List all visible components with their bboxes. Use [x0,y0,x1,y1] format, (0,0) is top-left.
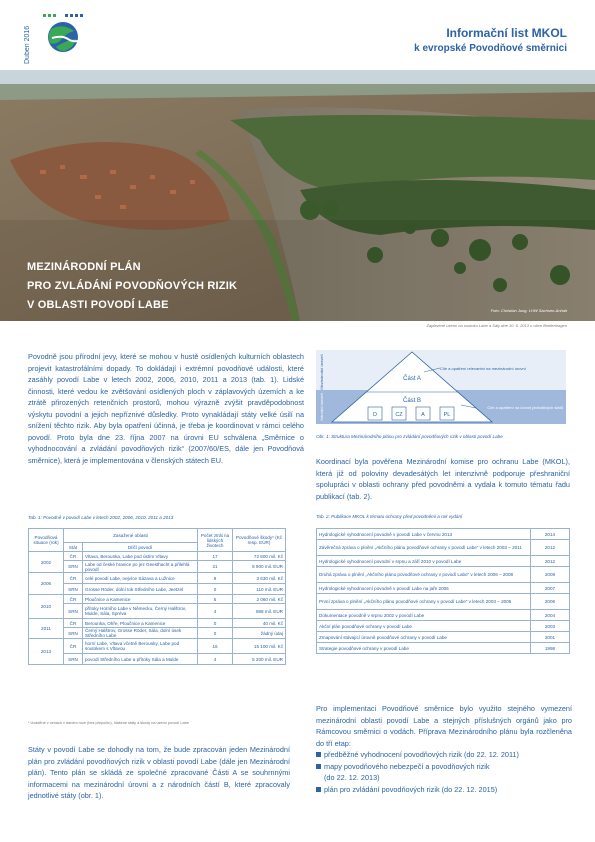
document-title: Informační list MKOL [446,26,567,40]
stage-1-item: předběžné vyhodnocení povodňových rizik (do 22. 12. 2011) [316,749,572,761]
subbasin-cell: Labe od české hranice po jez Geesthacht a přilehlá povodí [83,561,198,573]
header-situation: Povodňová situace (rok) [29,529,64,552]
flood-year: 2002 [29,552,64,573]
diagram-state-1: D [373,412,377,418]
diagram-level-nat: Národní úroveň [319,393,324,421]
diagram-note-b: Cíle a opatření na úrovni jednotlivých států [487,405,563,410]
damage-cell: 8 900 mil. EUR [233,561,286,573]
publication-year: 2014 [531,529,570,540]
table2-caption: Tab. 2: Publikace MKOL k tématu ochrany před povodněmi a rok vydání [316,514,463,519]
deaths-cell: 17 [198,552,233,561]
stage-2-deadline: (do 22. 12. 2013) [324,773,380,782]
damage-cell: 72 600 mil. Kč [233,552,286,561]
state-cell: ČR [64,595,83,604]
state-cell: SRN [64,628,83,639]
publication-year: 1998 [531,643,570,654]
hero-title-line-3: V OBLASTI POVODÍ LABE [27,299,169,311]
table-row [29,654,286,665]
state-cell: SRN [64,584,83,595]
hero-title-line-1: MEZINÁRODNÍ PLÁN [27,261,141,273]
flood-year: 2011 [29,619,64,639]
header-subbasin: Dílčí povodí [83,543,198,552]
table-row [317,643,570,654]
publication-title: Strategie povodňové ochrany v povodí Labe [317,643,531,654]
table-row [317,529,570,540]
table-row [317,567,570,583]
hero-title-line-2: PRO ZVLÁDÁNÍ POVODŇOVÝCH RIZIK [27,280,238,292]
table-row [317,540,570,556]
table-row [29,552,286,561]
table-row [317,621,570,632]
diagram-part-b: Část B [402,398,422,404]
deaths-cell: 5 [198,595,233,604]
deaths-cell: 0 [198,619,233,628]
table-row [29,604,286,619]
header-damage: Povodňové škody* (Kč resp. EUR) [233,529,286,552]
publication-year: 2012 [531,556,570,567]
state-cell: ČR [64,619,83,628]
implementation-section [316,703,572,795]
table-row [29,619,286,628]
publication-title: Hydrologické vyhodnocení povodně v povodí Labe v červnu 2013 [317,529,531,540]
table-row [29,561,286,573]
table1-note: * Uváděné v cenách v daném roce (bez přepočtu), hlášené státy a škody na území povodí Labe [28,721,189,725]
publication-year: 2009 [531,567,570,583]
subbasin-cell: Grosse Röder, dolní tok Středního Labe, Jeetzel [83,584,198,595]
hero-title [27,258,237,315]
table1-caption: Tab. 1: Povodně v povodí Labe v letech 2002, 2006, 2010, 2011 a 2013 [28,515,174,520]
header-affected: Zasažené oblasti [64,529,198,543]
publication-title: Dokumentace povodně v srpnu 2002 v povodí Labe [317,610,531,621]
deaths-cell: 0 [198,584,233,595]
damage-cell: 5 200 mil. EUR [233,654,286,665]
deaths-cell: 16 [198,639,233,654]
publication-title: První zpráva o plnění „Akčního plánu povodňové ochrany v povodí Labe“ v letech 2003 – 2005 [317,594,531,610]
header-deaths: Počet ztrát na lidských životech [198,529,233,552]
deaths-cell: 4 [198,604,233,619]
subbasin-cell: Vltava, Berounka, Labe pod ústím Vltavy [83,552,198,561]
state-cell: ČR [64,573,83,584]
publications-table [316,528,570,654]
subbasin-cell: horní Labe, Vltava včetně Berounky, Labe pod soutokem s Vltavou [83,639,198,654]
deaths-cell: 9 [198,573,233,584]
damage-cell: 868 mil. EUR [233,604,286,619]
state-cell: ČR [64,639,83,654]
plan-structure-paragraph: Státy v povodí Labe se dohodly na tom, že bude zpracován jeden Mezinárodní plán pro zvládání povodňových rizik v oblasti povodí Labe (dále jen Mezinárodní plán). Tento plán se skládá ze společné zpracované Části A se souhrnnými informacemi na mezinárodní úrovni a z národních částí B, které zpracovaly jednotlivé státy (obr. 1). [28,745,290,800]
publication-year: 2012 [531,540,570,556]
damage-cell: 2 060 mil. Kč [233,595,286,604]
deaths-cell: 21 [198,561,233,573]
damage-cell: 110 mil. EUR [233,584,286,595]
table-row [317,594,570,610]
table-row [317,556,570,567]
publication-title: Závěrečná zpráva o plnění „Akčního plánu povodňové ochrany v povodí Labe“ v letech 2003 – 2011 [317,540,531,556]
publication-title: Akční plán povodňové ochrany v povodí Labe [317,621,531,632]
flood-year: 2006 [29,573,64,595]
deaths-cell: 0 [198,628,233,639]
damage-cell: 40 mil. Kč [233,619,286,628]
diagram-level-int: Mezinárodní úroveň [319,354,324,390]
stage-3-item: plán pro zvládání povodňových rizik (do 22. 12. 2015) [316,784,572,796]
table-row [29,628,286,639]
implementation-paragraph: Pro implementaci Povodňové směrnice bylo využito stejného vymezení mezinárodní oblasti povodí Labe a stejných příslušných orgánů jako pro Rámcovou směrnici o vodách. Příprava Mezinárodního plánu byla rozčleněna do tří etap: [316,704,572,748]
plan-structure-diagram [316,350,566,430]
deaths-cell: 4 [198,654,233,665]
state-cell: ČR [64,552,83,561]
publication-title: Hydrologické vyhodnocení povodní v srpnu a září 2010 v povodí Labe [317,556,531,567]
publication-year: 2003 [531,621,570,632]
diagram-state-3: A [421,412,425,418]
coordination-paragraph: Koordinací byla pověřena Mezinárodní komise pro ochranu Labe (MKOL), která již od poloviny devadesátých let intenzivně podporuje přeshraniční spolupráci v oblasti ochrany před povodněmi a vydala k tomuto tématu řadu publikací (tab. 2). [316,457,570,501]
diagram-state-4: PL [443,412,451,418]
diagram-part-a: Část A [403,376,421,382]
damage-cell: 15 100 mil. Kč [233,639,286,654]
subbasin-cell: povodí Středního Labe a přítoky Sála a Mulde [83,654,198,665]
diagram-caption: Obr. 1: Struktura Mezinárodního plánu pro zvládání povodňových rizik v oblasti povodí Labe [316,434,503,439]
publication-title: Zmapování stávající úrovně povodňové ochrany v povodí Labe [317,632,531,643]
diagram-state-2: CZ [395,412,403,418]
subbasin-cell: přítoky Horního Labe v Německu, Černý Halštrov, Mulde, Sála, Spréva [83,604,198,619]
issue-date: Duben 2016 [24,25,31,64]
table-row [29,584,286,595]
flood-year: 2013 [29,639,64,665]
publication-year: 2007 [531,583,570,594]
table-row [29,573,286,584]
floods-table [28,528,286,665]
document-subtitle: k evropské Povodňové směrnici [414,43,567,54]
table-row [317,583,570,594]
subbasin-cell: Ploučnice a Kamenice [83,595,198,604]
subbasin-cell: celé povodí Labe, nejvíce Sázava a Lužnice [83,573,198,584]
header-state: Stát [64,543,83,552]
state-cell: SRN [64,604,83,619]
publication-title: Druhá zpráva o plnění „Akčního plánu povodňové ochrany v povodí Labe“ v letech 2006 – 2008 [317,567,531,583]
table-row [317,610,570,621]
subbasin-cell: Berounka, Ohře, Ploučnice a Kamenice [83,619,198,628]
publication-title: Hydrologické vyhodnocení povodně v povodí Labe na jaře 2006 [317,583,531,594]
intro-paragraph: Povodně jsou přírodní jevy, které se mohou v hustě osídlených kulturních oblastech projevit katastrofálními dopady. To dokládají i extrémní povodňové události, které zasáhly povodí Labe v letech 2002, 2006, 2010, 2011 a 2013 (tab. 1). Lidské činnosti, které vedou ke zvětšování osídlených ploch v záplavových územích a ke ztrátě přirozených retenčních prostorů, mohou výrazně zvýšit pravděpodobnost výskytu povodní a jejich nepříznivé důsledky. Proto vynakládají státy velké úsilí na snížení těchto rizik. Aby byla opatření účinná, je třeba je koordinovat v rámci celého povodí. Proto byla dne 23. října 2007 na úrovni EU schválena „Směrnice o vyhodnocování a zvládání povodňových rizik“ (2007/60/ES, dále jen Povodňová směrnice), která je implementována v členských státech EU. [28,352,304,465]
state-cell: SRN [64,561,83,573]
publication-year: 2001 [531,632,570,643]
photo-credit: Foto: Christian Jung, LHW Sachsen-Anhalt [490,308,567,313]
damage-cell: žádný údaj [233,628,286,639]
publication-year: 2006 [531,594,570,610]
table-row [317,632,570,643]
photo-caption: Zaplavené území na soutoku Labe a Sály dne 10. 6. 2013 u obce Breitenhagen [426,323,567,328]
state-cell: SRN [64,654,83,665]
publication-year: 2004 [531,610,570,621]
table-row [29,639,286,654]
flood-year: 2010 [29,595,64,619]
subbasin-cell: Černý Halštrov, Grosse Röder, Sála, dolní úsek Středního Labe [83,628,198,639]
stage-2-item: mapy povodňového nebezpečí a povodňových rizik [316,761,572,773]
damage-cell: 3 630 mil. Kč [233,573,286,584]
diagram-note-a: Cíle a opatření relevantní na mezinárodní úrovni [440,366,526,371]
mkol-logo-icon [38,11,88,55]
table-row [29,595,286,604]
